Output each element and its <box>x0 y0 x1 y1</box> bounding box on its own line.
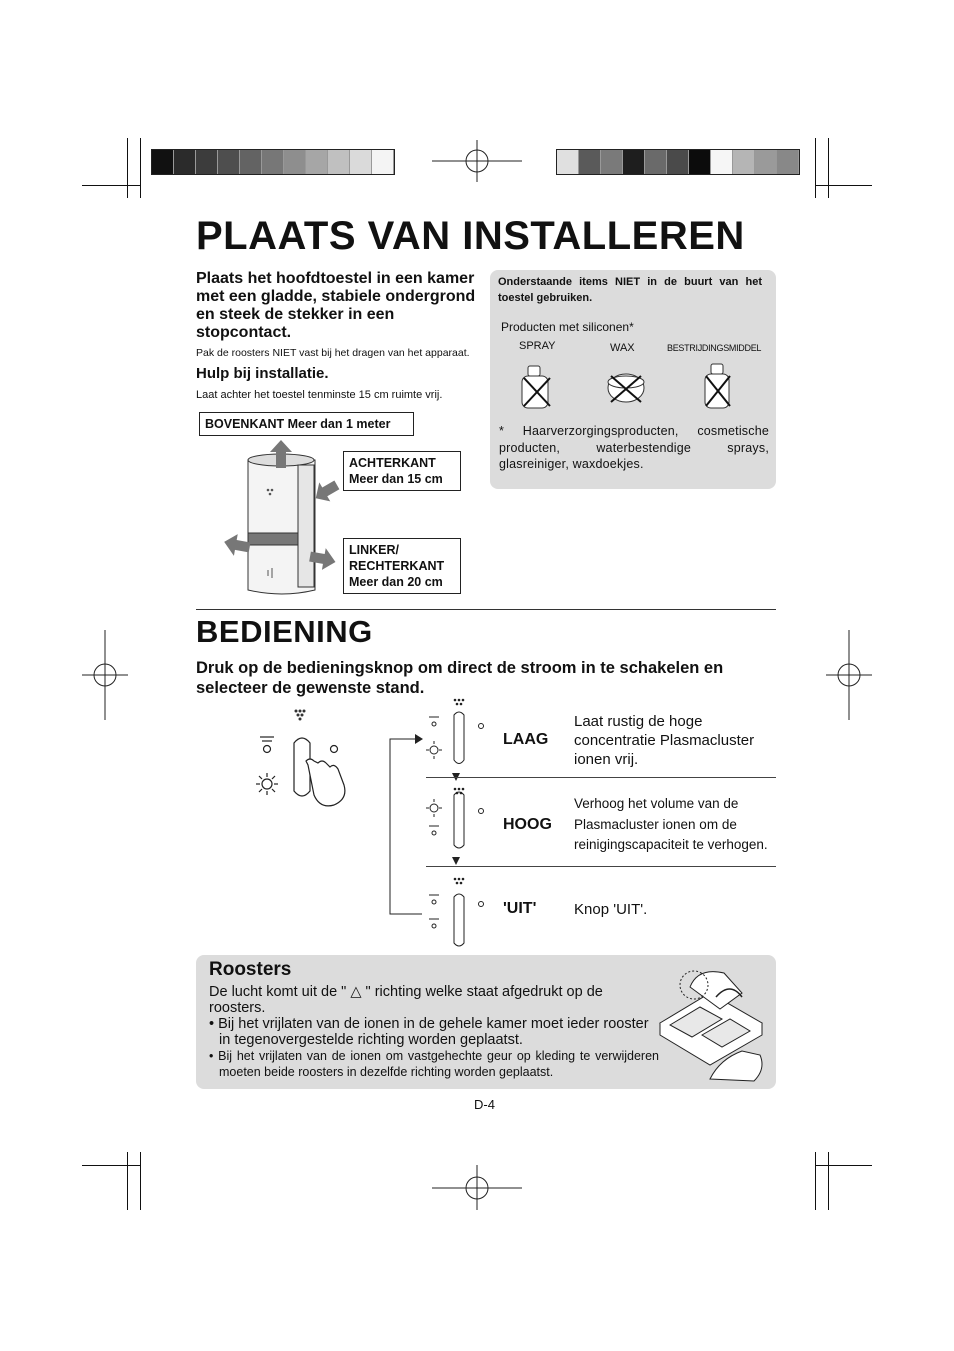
section-title-installation: PLAATS VAN INSTALLEREN <box>196 214 745 258</box>
item-spray-label: SPRAY <box>519 340 556 352</box>
color-swatch <box>218 150 240 174</box>
color-swatch <box>350 150 372 174</box>
color-swatch <box>174 150 196 174</box>
roosters-line1-start: De lucht komt uit de " <box>209 984 347 1000</box>
mode-desc-off: Knop 'UIT'. <box>574 901 648 918</box>
rooster-handling-illustration <box>650 963 772 1085</box>
color-swatch <box>711 150 733 174</box>
color-swatch <box>667 150 689 174</box>
label-back-clearance <box>343 451 461 491</box>
mode-desc-high-line3: reinigingscapaciteit te verhogen. <box>574 837 768 852</box>
mode-desc-high-line2: Plasmacluster ionen om de <box>574 816 737 832</box>
color-swatch <box>689 150 711 174</box>
mode-panel-icons <box>425 695 495 950</box>
color-swatch <box>601 150 623 174</box>
help-text: Laat achter het toestel tenminste 15 cm ruimte vrij. <box>196 389 443 401</box>
section-divider <box>196 609 776 610</box>
roosters-bullet2: • Bij het vrijlaten van de ionen om vastgehechte geur op kleding te verwijderen moeten beide roosters in dezelfde richting worden geplaatst. <box>209 1049 659 1079</box>
forbidden-items-icons <box>510 362 760 414</box>
roosters-panel <box>196 955 776 1089</box>
label-side-line3: Meer dan 20 cm <box>349 575 443 589</box>
mode-desc-low <box>574 712 754 769</box>
color-swatch <box>196 150 218 174</box>
color-swatch <box>328 150 350 174</box>
mode-name-off: 'UIT' <box>503 900 537 917</box>
label-side-clearance <box>343 538 461 594</box>
label-side-line1: LINKER/ <box>349 543 399 557</box>
color-swatch <box>557 150 579 174</box>
mode-desc-low-line2: concentratie Plasmacluster <box>574 732 755 749</box>
roosters-line1 <box>209 984 649 1016</box>
mode-desc-high <box>574 794 768 856</box>
page-number: D-4 <box>474 1097 495 1112</box>
section-title-operation: BEDIENING <box>196 614 373 649</box>
color-swatch <box>579 150 601 174</box>
purifier-illustration <box>220 440 340 600</box>
label-back-line1: ACHTERKANT <box>349 456 436 470</box>
operation-intro: Druk op de bedieningsknop om direct de stroom in te schakelen en selecteer de gewenste stand. <box>196 659 724 697</box>
color-swatch <box>152 150 174 174</box>
warning-footnote: * Haarverzorgingsproducten, cosmetische producten, waterbestendige sprays, glasreiniger, waxdoekjes. <box>499 424 769 471</box>
mode-desc-low-line1: Laat rustig de hoge <box>574 713 703 730</box>
color-swatch <box>777 150 799 174</box>
warning-panel <box>490 270 776 489</box>
color-swatch <box>372 150 394 174</box>
color-swatch <box>733 150 755 174</box>
triangle-up-icon: △ <box>346 984 366 1000</box>
mode-name-high: HOOG <box>503 816 552 833</box>
roosters-heading: Roosters <box>209 959 292 980</box>
color-swatch <box>262 150 284 174</box>
control-panel-hand-illustration <box>248 705 358 815</box>
color-swatch <box>306 150 328 174</box>
roosters-bullet1: • Bij het vrijlaten van de ionen in de gehele kamer moet ieder rooster in tegenovergestelde richting worden geplaatst. <box>209 1016 649 1048</box>
label-side-line2: RECHTERKANT <box>349 559 445 573</box>
mode-name-low: LAAG <box>503 731 549 748</box>
mode-desc-low-line3: ionen vrij. <box>574 751 639 768</box>
label-back-line2: Meer dan 15 cm <box>349 472 443 486</box>
item-insecticide-label: BESTRIJDINGSMIDDEL <box>667 343 762 353</box>
products-label: Producten met siliconen* <box>501 320 634 334</box>
installation-note: Pak de roosters NIET vast bij het dragen van het apparaat. <box>196 347 470 359</box>
help-heading: Hulp bij installatie. <box>196 365 329 382</box>
color-strip-left <box>151 149 395 175</box>
color-swatch <box>755 150 777 174</box>
color-swatch <box>623 150 645 174</box>
color-swatch <box>645 150 667 174</box>
color-swatch <box>284 150 306 174</box>
label-top-clearance: BOVENKANT Meer dan 1 meter <box>199 412 414 436</box>
color-strip-right <box>556 149 800 175</box>
installation-intro: Plaats het hoofdtoestel in een kamer met een gladde, stabiele ondergrond en steek de stekker in een stopcontact. <box>196 270 476 341</box>
roosters-bullet2-text: Bij het vrijlaten van de ionen om vastgehechte geur op kleding te verwijderen moeten beide roosters in dezelfde richting worden geplaatst. <box>218 1049 659 1079</box>
mode-desc-high-line1: Verhoog het volume van de <box>574 796 739 811</box>
warning-heading: Onderstaande items NIET in de buurt van het toestel gebruiken. <box>498 276 762 304</box>
color-swatch <box>240 150 262 174</box>
roosters-bullet1-text: Bij het vrijlaten van de ionen in de gehele kamer moet ieder rooster in tegenovergestelde richting worden geplaatst. <box>218 1016 649 1048</box>
roosters-line1-end: " richting welke staat afgedrukt op de roosters. <box>209 984 603 1016</box>
item-wax-label: WAX <box>610 342 635 354</box>
